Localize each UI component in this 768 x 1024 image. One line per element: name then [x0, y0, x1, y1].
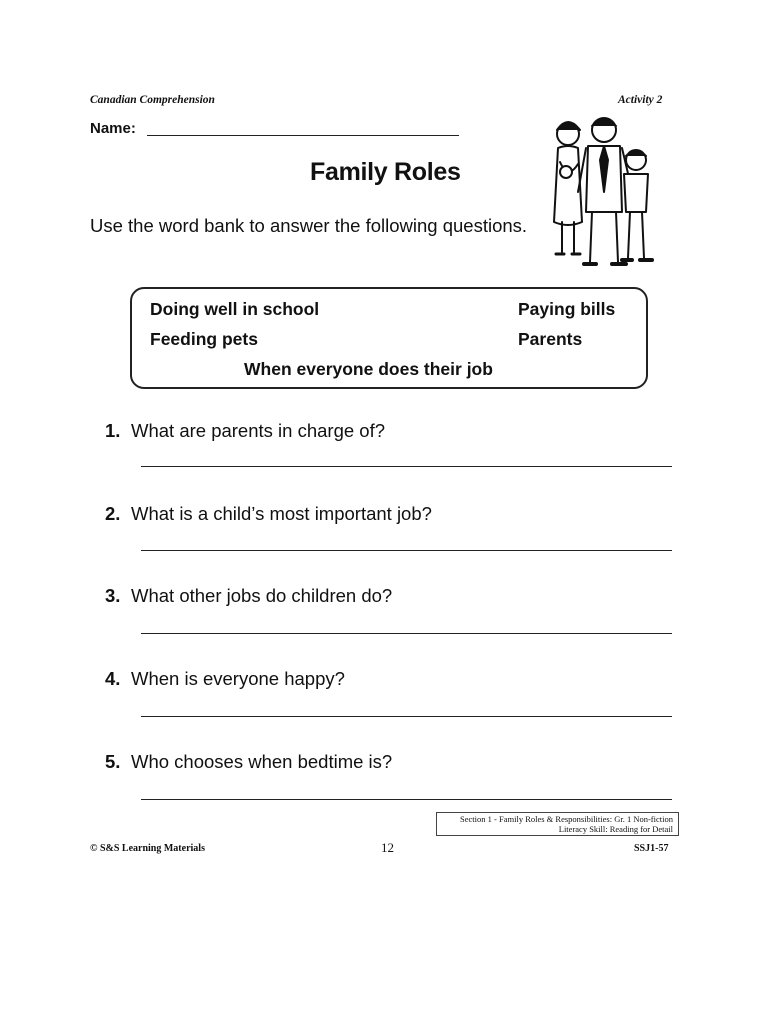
- word-bank-item: Paying bills: [518, 299, 616, 319]
- question-text: When is everyone happy?: [131, 668, 345, 689]
- copyright: © S&S Learning Materials: [90, 843, 205, 854]
- answer-line-1[interactable]: [141, 466, 672, 467]
- question-number: 2.: [105, 503, 121, 524]
- name-label: Name:: [90, 120, 136, 137]
- word-bank-item: When everyone does their job: [244, 359, 493, 379]
- question-text: What are parents in charge of?: [131, 420, 386, 441]
- question-text: Who chooses when bedtime is?: [131, 751, 393, 772]
- question-4: [105, 668, 345, 690]
- curriculum-section: Section 1 - Family Roles & Responsibilities: Gr. 1 Non-fiction: [460, 814, 673, 824]
- word-bank-item: Doing well in school: [150, 299, 320, 319]
- word-bank-item: Parents: [518, 329, 583, 349]
- product-code: SSJ1-57: [634, 843, 669, 854]
- answer-line-3[interactable]: [141, 633, 672, 634]
- instructions: Use the word bank to answer the following questions.: [90, 215, 528, 236]
- curriculum-box: [436, 812, 679, 836]
- question-text: What other jobs do children do?: [131, 585, 393, 606]
- name-field[interactable]: [147, 135, 459, 136]
- literacy-skill: Literacy Skill: Reading for Detail: [558, 824, 673, 834]
- series-title: Canadian Comprehension: [90, 94, 215, 106]
- question-2: [105, 503, 432, 525]
- question-number: 1.: [105, 420, 121, 441]
- answer-line-4[interactable]: [141, 716, 672, 717]
- question-5: [105, 751, 392, 773]
- page-number: 12: [381, 840, 394, 855]
- family-group-icon: [540, 112, 660, 272]
- page-title: Family Roles: [310, 158, 461, 186]
- question-3: [105, 585, 392, 607]
- answer-line-5[interactable]: [141, 799, 672, 800]
- activity-label: Activity 2: [618, 94, 663, 106]
- word-bank-item: Feeding pets: [150, 329, 258, 349]
- question-number: 5.: [105, 751, 121, 772]
- question-1: [105, 420, 385, 442]
- answer-line-2[interactable]: [141, 550, 672, 551]
- question-number: 4.: [105, 668, 121, 689]
- question-text: What is a child’s most important job?: [131, 503, 432, 524]
- word-bank: [130, 287, 648, 389]
- question-number: 3.: [105, 585, 121, 606]
